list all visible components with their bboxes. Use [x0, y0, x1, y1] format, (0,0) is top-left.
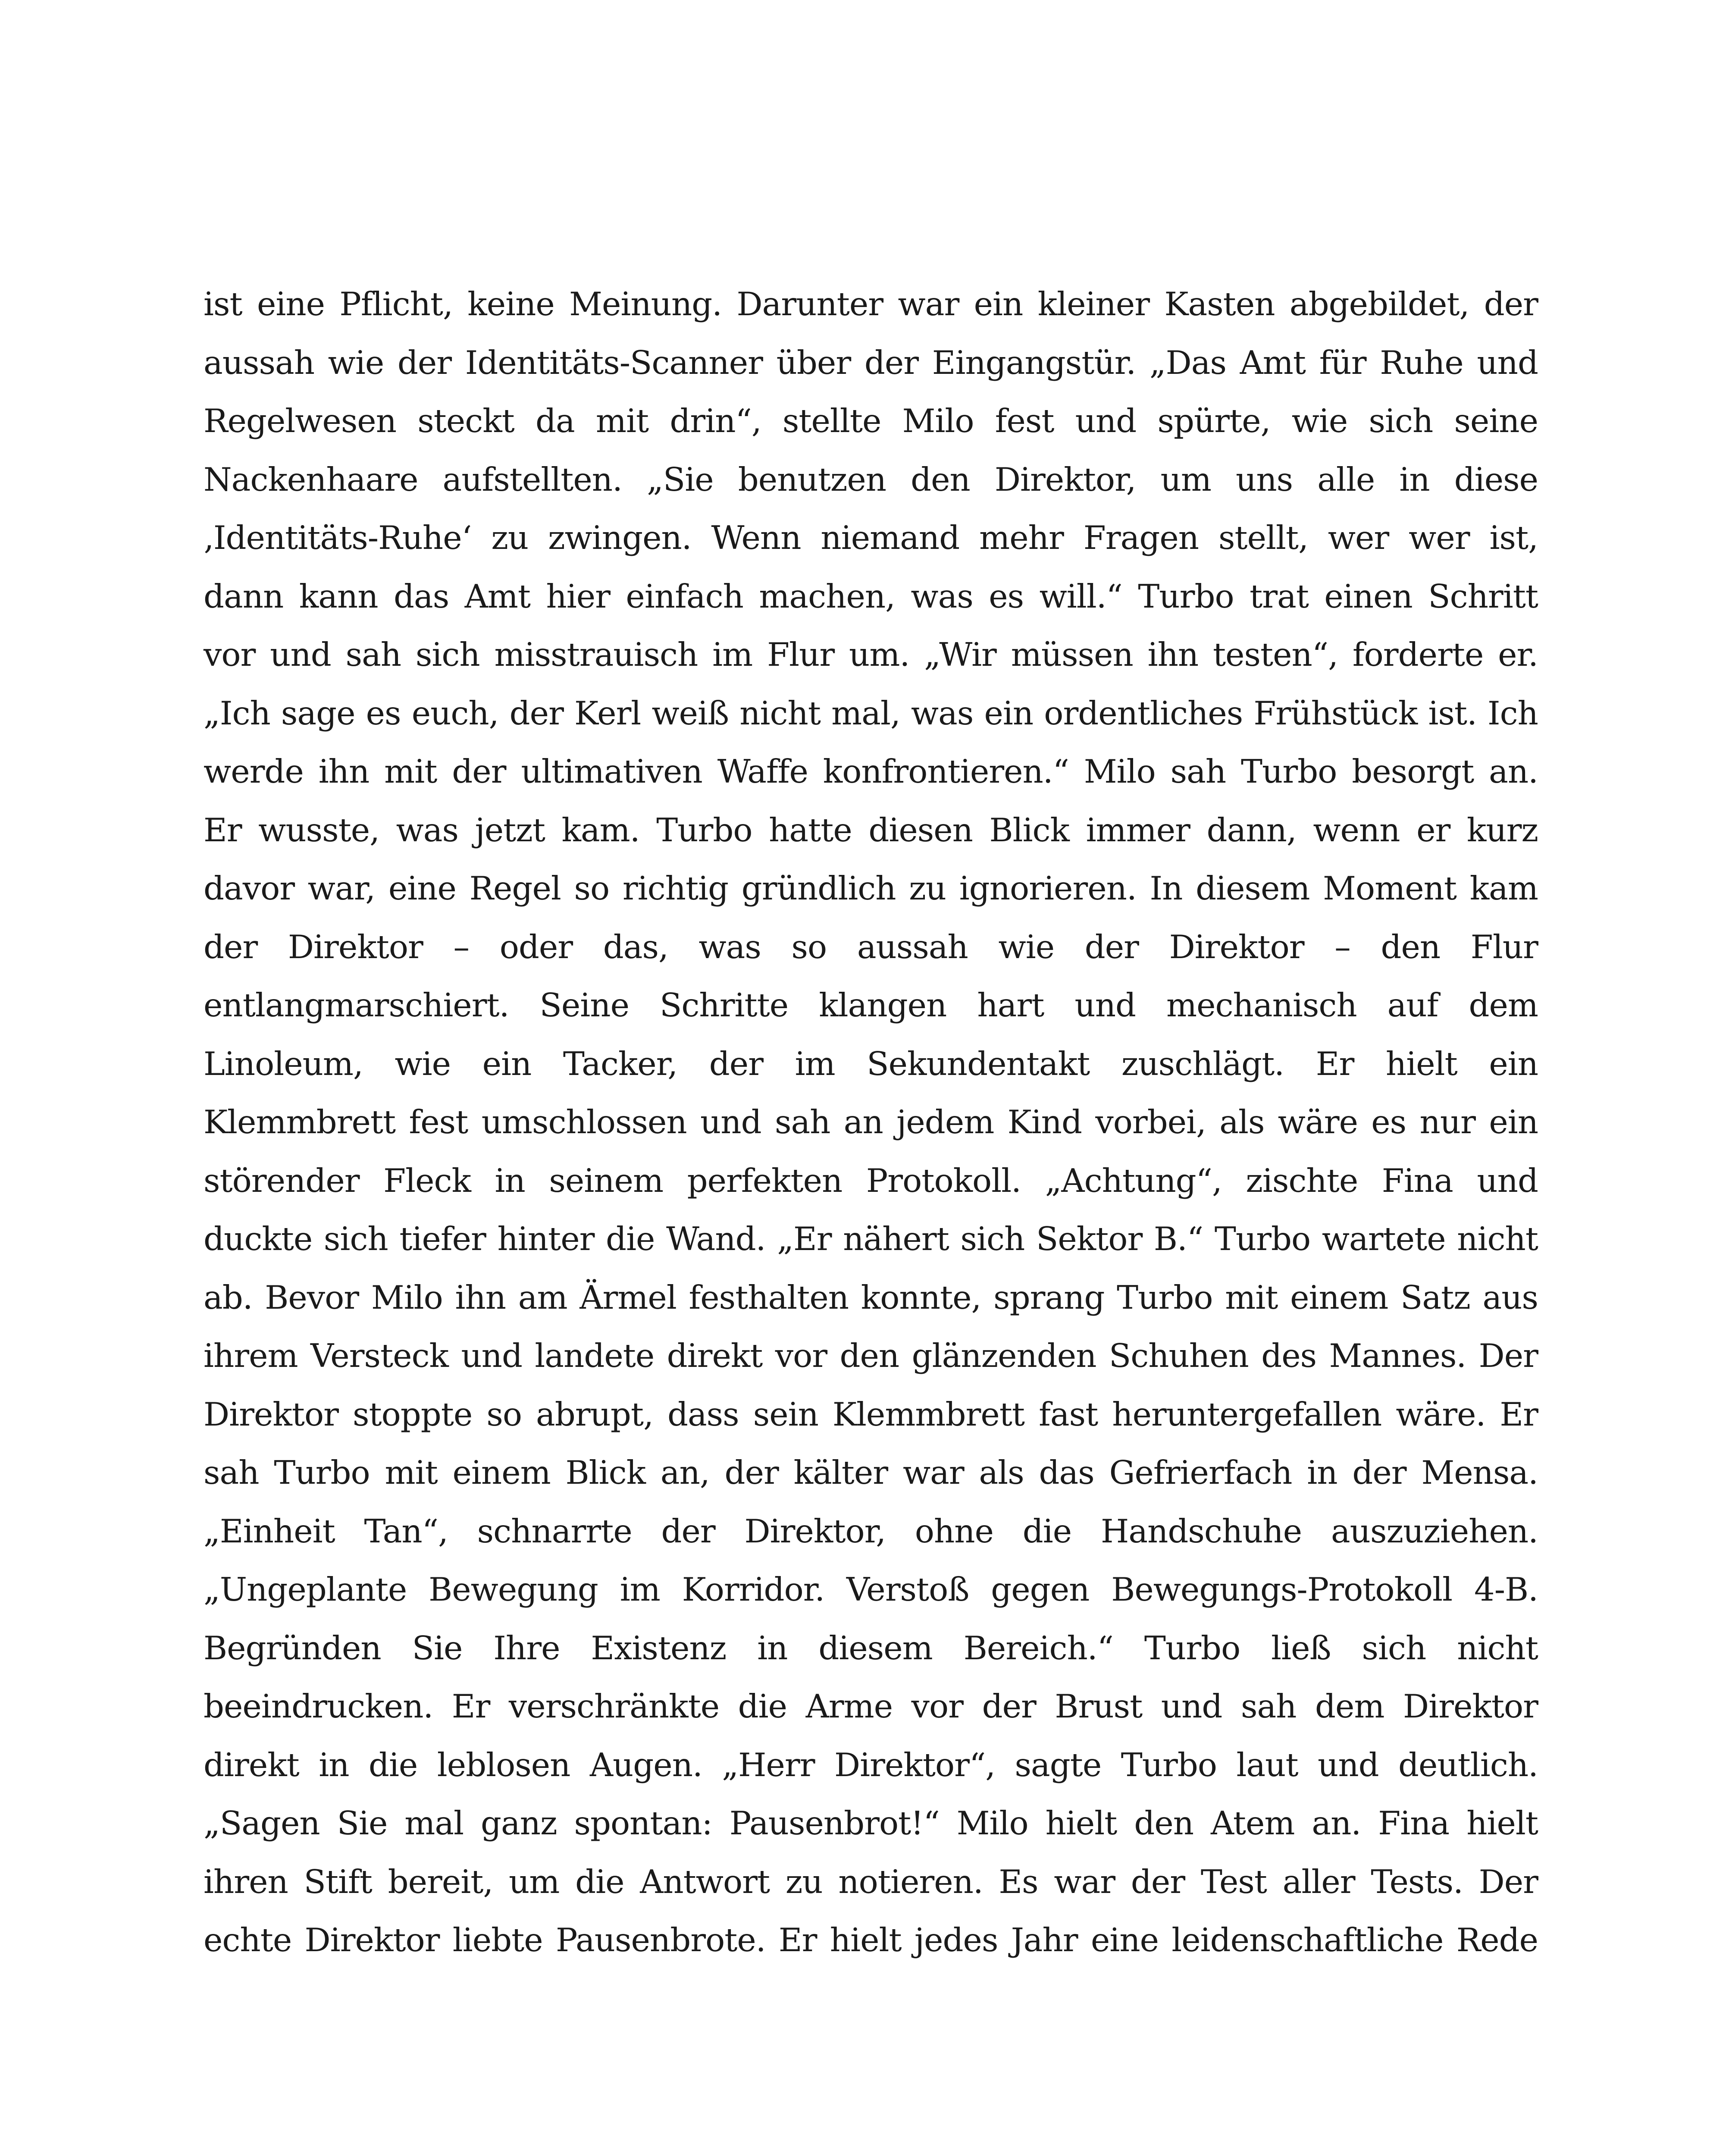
text-line: Klemmbrett fest umschlossen und sah an jedem Kind vorbei, als wäre es nur ein [204, 1103, 1538, 1141]
text-line: direkt in die leblosen Augen. „Herr Direktor“, sagte Turbo laut und deutlich. [204, 1745, 1538, 1784]
text-line: „Sagen Sie mal ganz spontan: Pausenbrot!“ Milo hielt den Atem an. Fina hielt [204, 1804, 1538, 1842]
text-line: aussah wie der Identitäts-Scanner über der Eingangstür. „Das Amt für Ruhe und [204, 343, 1538, 382]
text-line: Linoleum, wie ein Tacker, der im Sekundentakt zuschlägt. Er hielt ein [204, 1044, 1538, 1083]
text-line: Er wusste, was jetzt kam. Turbo hatte diesen Blick immer dann, wenn er kurz [204, 811, 1538, 849]
text-line: Nackenhaare aufstellten. „Sie benutzen den Direktor, um uns alle in diese [204, 460, 1538, 498]
text-line: beeindrucken. Er verschränkte die Arme vor der Brust und sah dem Direktor [204, 1687, 1538, 1725]
text-line: ist eine Pflicht, keine Meinung. Darunter war ein kleiner Kasten abgebildet, der [204, 285, 1538, 323]
text-line: dann kann das Amt hier einfach machen, was es will.“ Turbo trat einen Schritt [204, 577, 1538, 615]
text-line: davor war, eine Regel so richtig gründlich zu ignorieren. In diesem Moment kam [204, 869, 1538, 907]
text-line: echte Direktor liebte Pausenbrote. Er hielt jedes Jahr eine leidenschaftliche Rede [204, 1921, 1538, 1959]
text-line: ihren Stift bereit, um die Antwort zu notieren. Es war der Test aller Tests. Der [204, 1862, 1538, 1901]
text-line: ‚Identitäts-Ruhe‘ zu zwingen. Wenn niemand mehr Fragen stellt, wer wer ist, [204, 519, 1538, 557]
text-line: ihrem Versteck und landete direkt vor den glänzenden Schuhen des Mannes. Der [204, 1337, 1538, 1375]
text-line: störender Fleck in seinem perfekten Protokoll. „Achtung“, zischte Fina und [204, 1161, 1538, 1200]
text-line: „Ungeplante Bewegung im Korridor. Verstoß gegen Bewegungs-Protokoll 4-B. [204, 1570, 1538, 1608]
body-text [204, 275, 1538, 1970]
text-line: duckte sich tiefer hinter die Wand. „Er nähert sich Sektor B.“ Turbo wartete nicht [204, 1220, 1538, 1258]
text-line: ab. Bevor Milo ihn am Ärmel festhalten konnte, sprang Turbo mit einem Satz aus [204, 1278, 1538, 1316]
text-line: Direktor stoppte so abrupt, dass sein Klemmbrett fast heruntergefallen wäre. Er [204, 1395, 1538, 1433]
text-line: „Ich sage es euch, der Kerl weiß nicht mal, was ein ordentliches Frühstück ist. Ich [204, 694, 1538, 732]
text-line: sah Turbo mit einem Blick an, der kälter war als das Gefrierfach in der Mensa. [204, 1454, 1538, 1492]
text-line: werde ihn mit der ultimativen Waffe konfrontieren.“ Milo sah Turbo besorgt an. [204, 752, 1538, 790]
text-line: vor und sah sich misstrauisch im Flur um. „Wir müssen ihn testen“, forderte er. [204, 636, 1538, 674]
text-line: „Einheit Tan“, schnarrte der Direktor, ohne die Handschuhe auszuziehen. [204, 1512, 1538, 1550]
text-line: der Direktor – oder das, was so aussah wie der Direktor – den Flur [204, 928, 1538, 966]
text-line: entlangmarschiert. Seine Schritte klangen hart und mechanisch auf dem [204, 986, 1538, 1024]
text-line: Regelwesen steckt da mit drin“, stellte Milo fest und spürte, wie sich seine [204, 402, 1538, 440]
text-line: Begründen Sie Ihre Existenz in diesem Bereich.“ Turbo ließ sich nicht [204, 1629, 1538, 1667]
